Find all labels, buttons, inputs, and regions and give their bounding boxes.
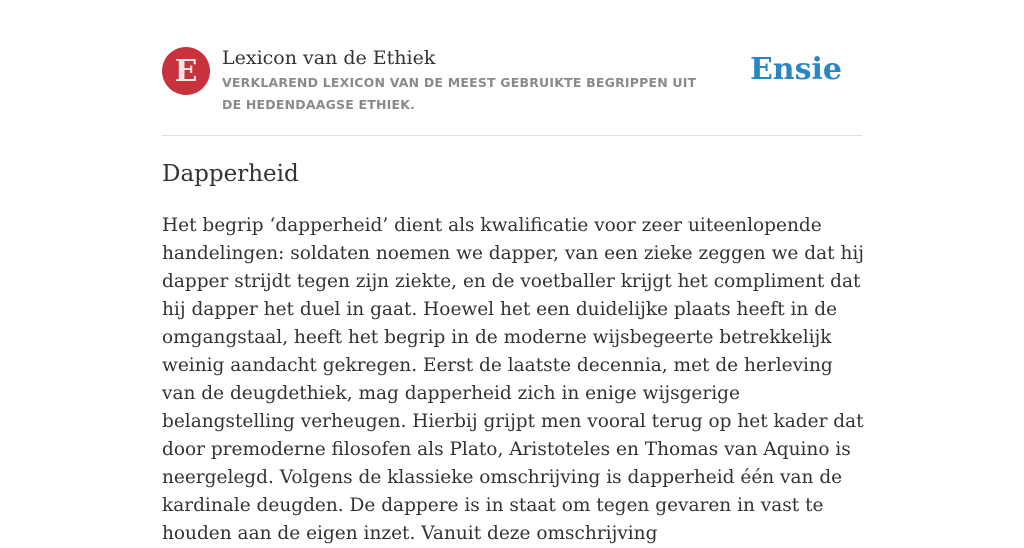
ensie-brand-link[interactable]: Ensie xyxy=(749,52,842,87)
article-title: Dapperheid xyxy=(162,161,299,187)
site-subtitle: VERKLAREND LEXICON VAN DE MEEST GEBRUIKTE BEGRIPPEN UIT DE HEDENDAAGSE ETHIEK. xyxy=(222,75,697,112)
lexicon-logo-icon[interactable] xyxy=(162,47,210,95)
article-body: Het begrip ‘dapperheid’ dient als kwalificatie voor zeer uiteenlopende handelingen: soldaten noemen we dapper, van een zieke zeggen we dat hij dapper strijdt tegen zijn ziekte, en de voetballer krijgt het compliment dat hij dapper het duel in gaat. Hoewel het een duidelijke plaats heeft in de omgangstaal, heeft het begrip in de moderne wijsbegeerte betrekkelijk weinig aandacht gekregen. Eerst de laatste decennia, met de herleving van de deugdethiek, mag dapperheid zich in enige wijsgerige belangstelling verheugen. Hierbij grijpt men vooral terug op het kader dat door premoderne filosofen als Plato, Aristoteles en Thomas van Aquino is neergelegd. Volgens de klassieke omschrijving is dapperheid één van de kardinale deugden. De dappere is in staat om tegen gevaren in vast te houden aan de eigen inzet. Vanuit deze omschrijving xyxy=(162,215,865,544)
logo-letter: E xyxy=(174,53,198,89)
header-divider xyxy=(162,135,862,136)
site-header xyxy=(162,46,862,118)
site-title[interactable]: Lexicon van de Ethiek xyxy=(222,47,436,69)
